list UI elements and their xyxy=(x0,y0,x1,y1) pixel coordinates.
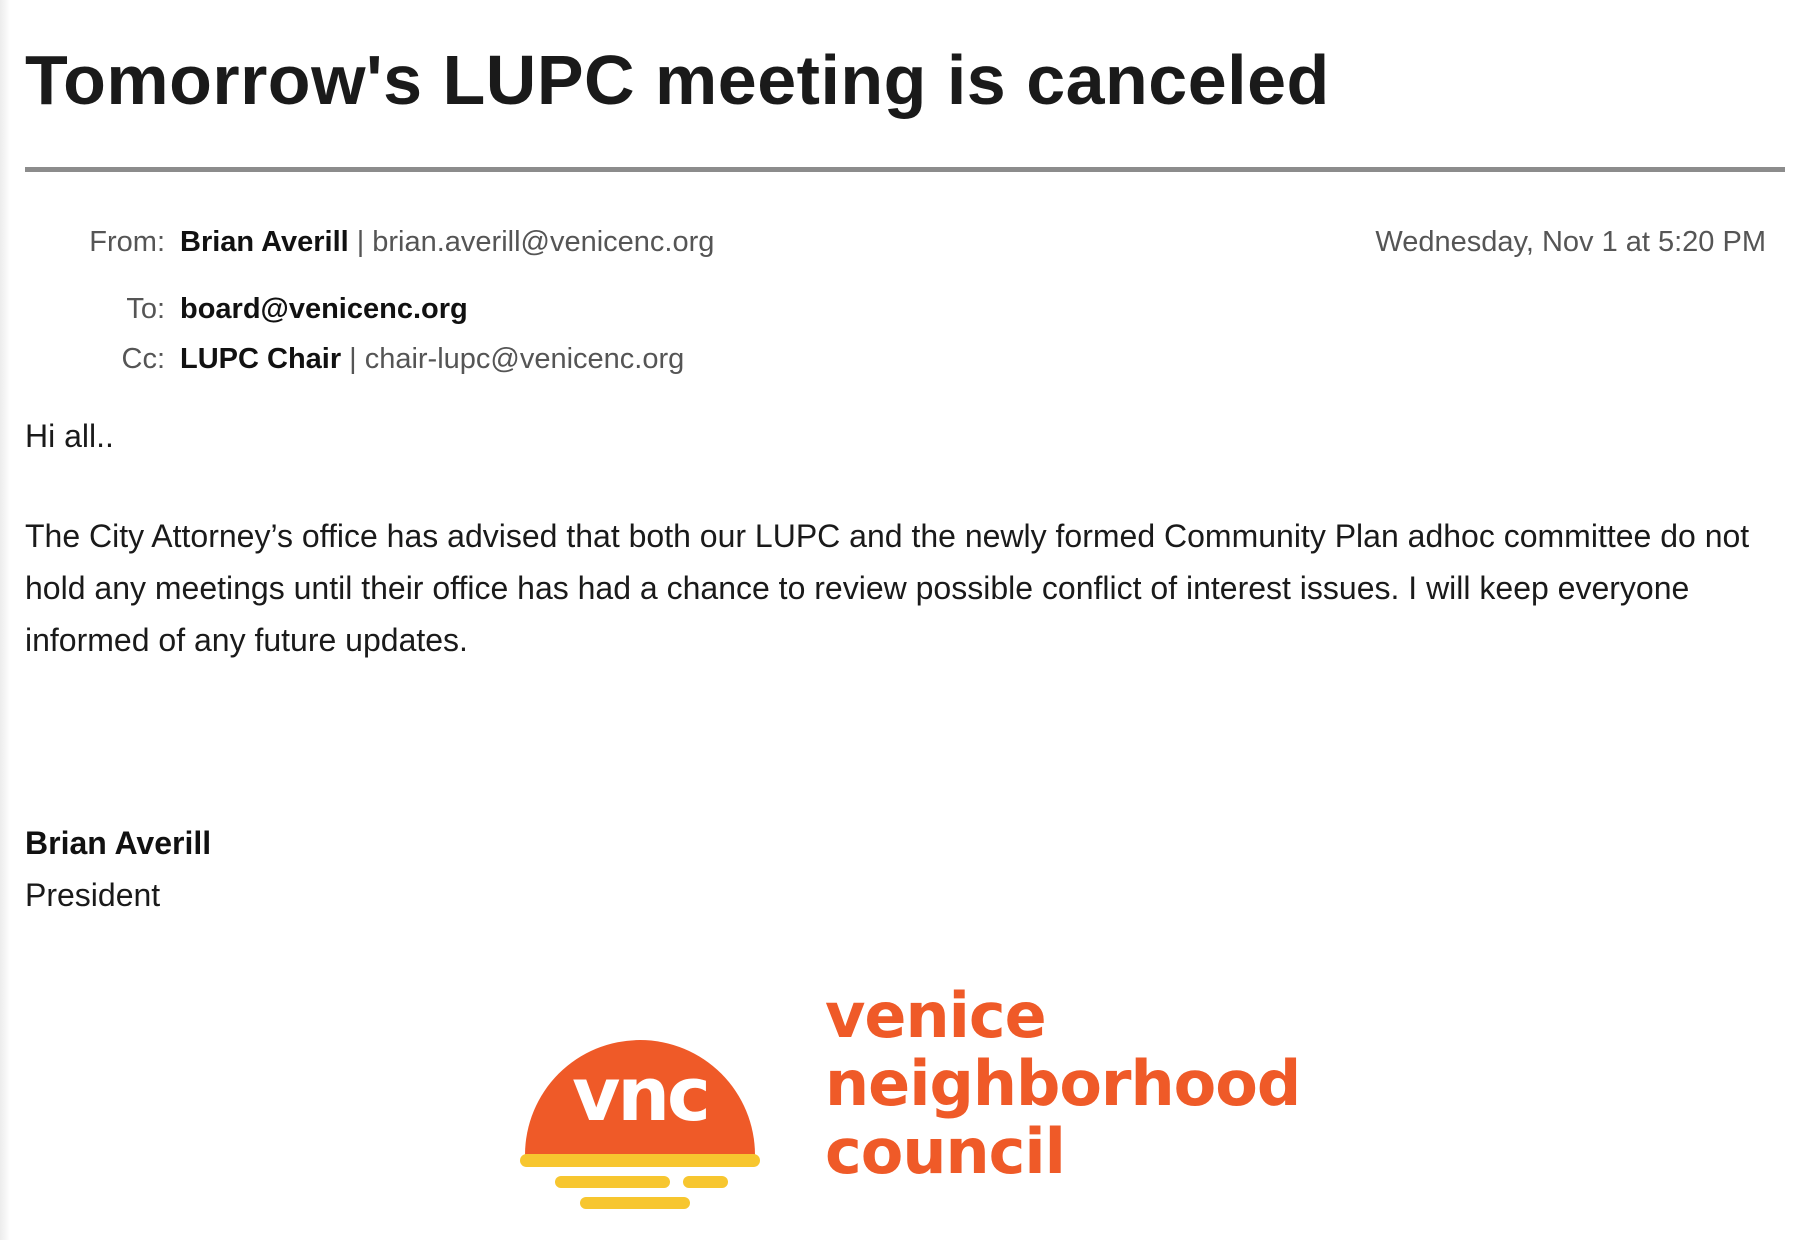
sender-name[interactable]: Brian Averill xyxy=(180,226,349,258)
subject-divider xyxy=(25,167,1785,172)
logo-badge-text: vnc xyxy=(572,1052,708,1138)
sent-date: Wednesday, Nov 1 at 5:20 PM xyxy=(1375,226,1766,258)
email-greeting: Hi all.. xyxy=(25,418,114,454)
logo-stripe-2 xyxy=(555,1176,670,1188)
logo-stripe-4 xyxy=(580,1197,690,1209)
logo-wordmark xyxy=(825,979,1301,1188)
to-label: To: xyxy=(126,293,165,325)
recipient-email[interactable]: board@venicenc.org xyxy=(180,293,468,325)
from-row xyxy=(25,226,714,259)
logo-word-council: council xyxy=(825,1115,1065,1188)
cc-email[interactable]: chair-lupc@venicenc.org xyxy=(364,343,685,375)
sender-email[interactable]: brian.averill@venicenc.org xyxy=(372,226,715,258)
cc-separator: | xyxy=(349,343,357,375)
email-body-paragraph: The City Attorney’s office has advised that both our LUPC and the newly formed Community Plan adhoc committee do not hold any meetings until their office has had a chance to review possible conflict of interest issues. I will keep everyone informed of any future updates. xyxy=(25,518,1750,658)
signature-name: Brian Averill xyxy=(25,825,212,861)
logo-word-neighborhood: neighborhood xyxy=(825,1047,1301,1120)
email-subject: Tomorrow's LUPC meeting is canceled xyxy=(25,41,1330,119)
logo-word-venice: venice xyxy=(825,979,1046,1052)
cc-name[interactable]: LUPC Chair xyxy=(180,343,342,375)
cc-row xyxy=(25,343,684,376)
from-separator: | xyxy=(356,226,365,258)
logo-stripe-3 xyxy=(683,1176,728,1188)
to-row xyxy=(25,293,468,326)
signature-title: President xyxy=(25,877,161,913)
logo-stripe-1 xyxy=(520,1154,760,1167)
cc-label: Cc: xyxy=(121,343,165,375)
window-edge-shadow xyxy=(0,0,10,1240)
from-label: From: xyxy=(89,226,165,258)
